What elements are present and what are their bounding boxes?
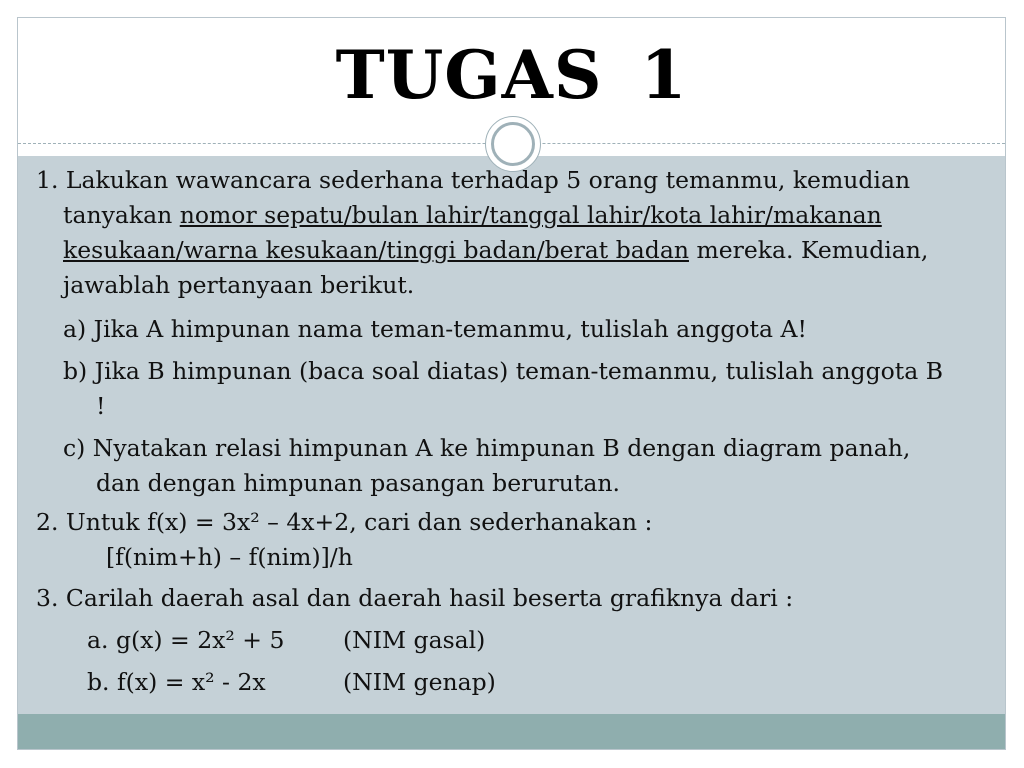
- slide-title: TUGAS 1: [335, 36, 688, 114]
- question-1a: a) Jika A himpunan nama teman-temanmu, tulislah anggota A!: [63, 315, 807, 343]
- question-1b: b) Jika B himpunan (baca soal diatas) teman-temanmu, tulislah anggota B !: [63, 357, 943, 420]
- footer-bar: [18, 714, 1005, 749]
- question-2-formula: [f(nim+h) – f(nim)]/h: [106, 543, 353, 571]
- interview-topics: nomor sepatu/bulan lahir/tanggal lahir/kota lahir/makanan kesukaan/warna kesukaan/tinggi badan/berat badan: [63, 201, 882, 264]
- question-3a-note: (NIM gasal): [343, 626, 486, 654]
- question-3b-note: (NIM genap): [343, 668, 496, 696]
- divider-circle-inner: [491, 122, 535, 166]
- question-3b-expr: b. f(x) = x² - 2x: [87, 668, 266, 696]
- question-3: 3. Carilah daerah asal dan daerah hasil beserta grafiknya dari :: [36, 584, 794, 612]
- question-3a: [36, 623, 956, 658]
- question-3a-expr: a. g(x) = 2x² + 5: [87, 626, 285, 654]
- question-1-intro: 1. Lakukan wawancara sederhana terhadap 5 orang temanmu, kemudian tanyakan nomor sepatu/bulan lahir/tanggal lahir/kota lahir/makanan kesukaan/warna kesukaan/tinggi badan/berat badan mereka. Kemudian, jawablah pertanyaan berikut.: [36, 166, 929, 299]
- question-1c: c) Nyatakan relasi himpunan A ke himpunan B dengan diagram panah, dan dengan himpunan pasangan berurutan.: [63, 434, 911, 497]
- question-3b: [36, 665, 956, 700]
- question-2: 2. Untuk f(x) = 3x² – 4x+2, cari dan sederhanakan :: [36, 508, 653, 536]
- slide-body: [36, 163, 956, 700]
